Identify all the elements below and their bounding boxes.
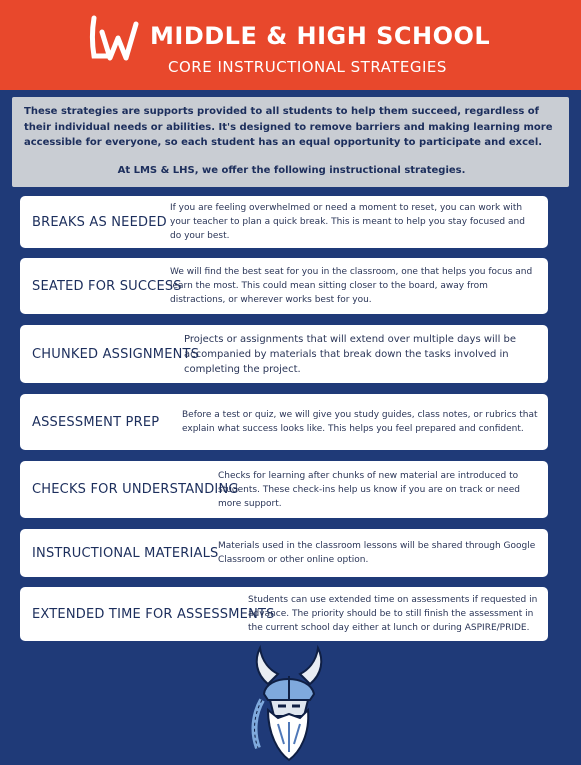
strategy-description: Projects or assignments that will extend over multiple days will be accompanied by materials that break down the tasks involved in completing the project. (184, 333, 517, 375)
viking-mascot-icon (238, 644, 338, 762)
strategy-description: Materials used in the classroom lessons will be shared through Google Classroom or other online option. (218, 541, 536, 565)
strategy-label: BREAKS AS NEEDED (32, 214, 167, 230)
strategy-description: If you are feeling overwhelmed or need a moment to reset, you can work with your teacher to plan a quick break. This is meant to help you stay focused and do your best. (170, 203, 525, 241)
strategy-label: CHUNKED ASSIGNMENTS (32, 346, 200, 362)
intro-offer: At LMS & LHS, we offer the following instructional strategies. (117, 164, 466, 176)
strategy-card-seated (20, 258, 548, 314)
intro-box (12, 97, 569, 187)
strategy-label: ASSESSMENT PREP (32, 414, 160, 430)
intro-text: These strategies are supports provided to all students to help them succeed, regardless of their individual needs or abilities. It's designed to remove barriers and making learning more accessible for everyone, so each student has an equal opportunity to participate and excel. (24, 106, 553, 148)
strategy-card-breaks (20, 196, 548, 248)
page-subtitle: CORE INSTRUCTIONAL STRATEGIES (168, 58, 447, 76)
strategy-description: Students can use extended time on assessments if requested in advance. The priority should be to still finish the assessment in the current school day either at lunch or during ASPIRE/PRIDE. (248, 595, 538, 633)
strategy-card-assessment-prep (20, 394, 548, 450)
strategy-description: Checks for learning after chunks of new material are introduced to students. These check-ins help us know if you are on track or need more support. (218, 470, 520, 509)
strategy-label: EXTENDED TIME FOR ASSESSMENTS (32, 606, 275, 622)
strategy-card-checks (20, 461, 548, 518)
strategy-card-chunked (20, 325, 548, 383)
strategy-card-materials (20, 529, 548, 577)
header-banner (0, 0, 581, 90)
strategy-label: SEATED FOR SUCCESS (32, 278, 182, 294)
strategy-label: CHECKS FOR UNDERSTANDING (32, 482, 239, 497)
strategy-card-extended-time (20, 587, 548, 641)
page-title: MIDDLE & HIGH SCHOOL (150, 22, 491, 50)
strategy-label: INSTRUCTIONAL MATERIALS (32, 545, 219, 561)
strategy-description: We will find the best seat for you in the classroom, one that helps you focus and learn the most. This could mean sitting closer to the board, away from distractions, or wherever works best for you. (170, 267, 533, 305)
lw-logo (88, 10, 148, 70)
strategy-description: Before a test or quiz, we will give you study guides, class notes, or rubrics that explain what success looks like. This helps you feel prepared and confident. (182, 410, 538, 434)
